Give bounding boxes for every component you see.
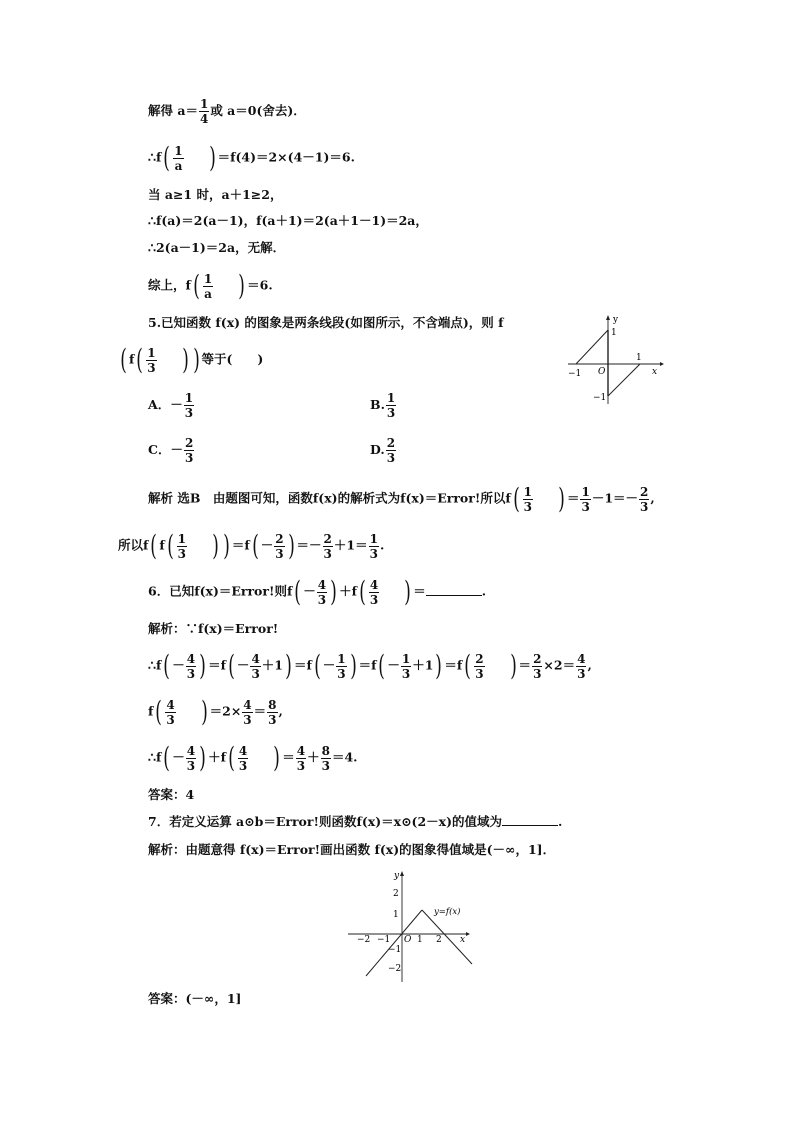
q5-graph-label-neg1-x: −1 [568,369,582,379]
q7-answer-blank [502,824,558,826]
q5-option-b: B. $\frac{1}{3}$ [370,391,396,420]
frac-1-4: $\frac{1}{4}$ [199,97,209,126]
q6-answer: 答案：4 [148,787,195,802]
q5-graph-label-y: y [613,315,619,325]
q5-graph-label-origin: O [598,367,606,377]
q7-graph-label-x: x [460,935,466,945]
q5-graph-label-1-top: 1 [611,328,617,338]
line-s4-6: 综上，f( $\frac{1}{a}$ ) ＝6. [148,269,273,302]
q5-option-a: A．－ $\frac{1}{3}$ [148,391,194,420]
line-s4-1: 解得 a＝ $\frac{1}{4}$ 或 a＝0(舍去)． [148,97,306,126]
q7-graph-label-2: 2 [393,889,399,899]
q5-option-d: D. $\frac{2}{3}$ [370,436,396,465]
line-s4-3: 当 a≥1 时，a＋1≥2， [148,187,283,202]
q7-graph-label-y: y [394,871,400,881]
q5-solution-line2: 所以f( f( $\frac{1}{3}$ ) ) ＝f( － $\frac{2}{3}$ ) ＝－ $\frac{2}{3}$ ＋1＝ $\frac{1}{3}$ . [118,529,385,562]
q7-graph-label-1: 1 [393,910,399,920]
q7-solution: 解析：由题意得 f(x)＝Error!画出函数 f(x)的图象得值域是(－∞，1]． [148,842,556,857]
q5-stem-line2: ( f( $\frac{1}{3}$ ) ) 等于( ) [120,343,264,376]
q5-option-c: C．－ $\frac{2}{3}$ [148,436,194,465]
q6-solution-line1: ∴f( － $\frac{4}{3}$ ) ＝f( － $\frac{4}{3}$ ＋1) ＝f( － $\frac{1}{3}$ ) ＝f( － $\frac{1}{3}$ ＋1) ＝f( $\frac{2}{3}$ ) ＝ $\frac{2}{3}$ ×2＝ $\frac{4}{3}$ , [148,649,592,682]
q6-stem: 6．已知f(x)＝Error!则f( － $\frac{4}{3}$ ) ＋f( $\frac{4}{3}$ ) ＝ . [148,575,487,608]
q7-graph-label-neg2-x: −2 [357,935,371,945]
q7-graph-label-origin: O [404,935,412,945]
q7-graph-label-2-x: 2 [436,935,442,945]
q6-solution-head: 解析：∵f(x)＝Error! [148,621,279,636]
q7-stem: 7．若定义运算 a⊙b＝Error!则函数f(x)＝x⊙(2－x)的值域为 . [148,814,563,829]
q7-graph-label-neg2-y: −2 [388,964,402,974]
line-s4-4: ∴f(a)＝2(a－1)，f(a＋1)＝2(a＋1－1)＝2a， [148,213,428,228]
q5-graph [560,312,670,408]
q6-solution-line2: f( $\frac{4}{3}$ ) ＝2× $\frac{4}{3}$ ＝ $\frac{8}{3}$ , [148,695,283,728]
q7-graph-label-fn: y=f(x) [434,907,461,917]
q5-graph-label-x: x [652,367,658,377]
q6-answer-blank [426,594,482,596]
line-s4-2: ∴f( $\frac{1}{a}$ ) ＝f(4)＝2×(4－1)＝6. [148,141,355,174]
q5-stem-line1: 5.已知函数 f(x) 的图象是两条线段(如图所示，不含端点)，则 f [148,315,504,330]
q7-graph-label-neg1-x: −1 [377,935,391,945]
q5-graph-label-neg1-y: −1 [593,393,607,403]
q7-graph [344,868,474,986]
q5-solution-line1: 解析 选B 由题图可知，函数f(x)的解析式为f(x)＝Error!所以f( $\frac{1}{3}$ ) ＝ $\frac{1}{3}$ －1＝－ $\frac{2}{3}$ , [148,482,655,515]
q5-graph-label-1-x: 1 [636,353,642,363]
q7-graph-label-1-x: 1 [417,935,423,945]
line-s4-5: ∴2(a－1)＝2a，无解． [148,240,286,255]
q7-graph-label-neg1-y: −1 [388,945,402,955]
q6-solution-line3: ∴f( － $\frac{4}{3}$ ) ＋f( $\frac{4}{3}$ ) ＝ $\frac{4}{3}$ ＋ $\frac{8}{3}$ ＝4. [148,741,358,774]
q7-answer: 答案：(－∞，1] [148,991,242,1006]
